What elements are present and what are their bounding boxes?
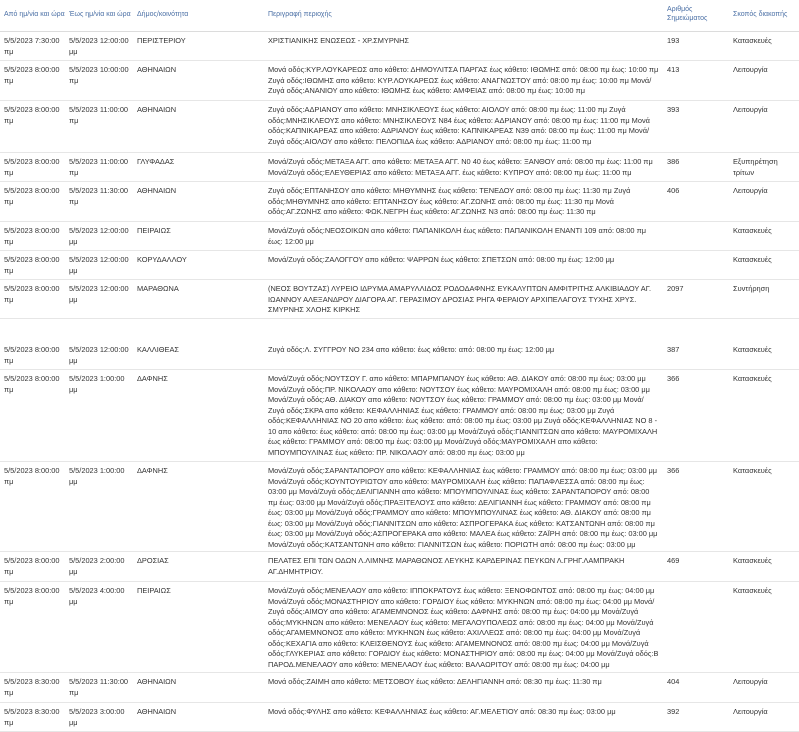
cell-from: 5/5/2023 8:00:00 πμ xyxy=(4,284,60,304)
cell-municipality: ΑΘΗΝΑΙΩΝ xyxy=(137,105,177,114)
cell-notice: 392 xyxy=(667,707,680,716)
cell-reason: Λειτουργία xyxy=(733,186,768,195)
cell-municipality: ΠΕΡΙΣΤΕΡΙΟΥ xyxy=(137,36,186,45)
cell-reason: Κατασκευές xyxy=(733,556,772,565)
cell-notice: 2097 xyxy=(667,284,684,293)
cell-municipality: ΑΘΗΝΑΙΩΝ xyxy=(137,186,177,195)
cell-municipality: ΚΑΛΛΙΘΕΑΣ xyxy=(137,345,179,354)
table-row xyxy=(0,101,799,153)
cell-reason: Κατασκευές xyxy=(733,255,772,264)
cell-municipality: ΓΛΥΦΑΔΑΣ xyxy=(137,157,175,166)
cell-from: 5/5/2023 8:30:00 πμ xyxy=(4,677,60,697)
col-header-municipality[interactable]: Δήμος/κοινότητα xyxy=(137,11,189,18)
cell-to: 5/5/2023 12:00:00 μμ xyxy=(69,36,129,56)
table-row xyxy=(0,32,799,61)
cell-from: 5/5/2023 8:00:00 πμ xyxy=(4,186,60,206)
cell-notice: 406 xyxy=(667,186,680,195)
cell-to: 5/5/2023 2:00:00 μμ xyxy=(69,556,125,576)
cell-notice: 393 xyxy=(667,105,680,114)
cell-notice: 404 xyxy=(667,677,680,686)
cell-area: Μονά/Ζυγά οδός:ΜΕΤΑΞΑ ΑΓΓ. απο κάθετο: ΜΕΤΑΞΑ ΑΓΓ. Ν0 40 έως κάθετο: ΞΑΝΘΟΥ από: 08:00 πμ έως: 11:00 πμ Μονά/Ζυγά οδός:ΕΛΕΥΘΕΡΙΑΣ απο κάθετο: ΜΕΤΑΞΑ ΑΓΓ. έως κάθετο: ΚΥΠΡΟΥ από: 08:00 πμ έως: 11:00 πμ xyxy=(268,157,653,177)
cell-from: 5/5/2023 8:00:00 πμ xyxy=(4,586,60,606)
cell-to: 5/5/2023 11:30:00 πμ xyxy=(69,186,129,206)
table-gap xyxy=(0,319,799,341)
cell-from: 5/5/2023 8:00:00 πμ xyxy=(4,556,60,576)
cell-area: Μονά/Ζυγά οδός:ΖΑΛΟΓΓΟΥ απο κάθετο: ΨΑΡΡΩΝ έως κάθετο: ΣΠΕΤΣΩΝ από: 08:00 πμ έως: 12:00 μμ xyxy=(268,255,615,264)
cell-from: 5/5/2023 8:00:00 πμ xyxy=(4,466,60,486)
cell-area: Μονά οδός:ΦΥΛΗΣ απο κάθετο: ΚΕΦΑΛΛΗΝΙΑΣ έως κάθετο: ΑΓ.ΜΕΛΕΤΙΟΥ από: 08:30 πμ έως: 03:00 μμ xyxy=(268,707,616,716)
cell-area: Μονά/Ζυγά οδός:ΣΑΡΑΝΤΑΠΟΡΟΥ απο κάθετο: ΚΕΦΑΛΛΗΝΙΑΣ έως κάθετο: ΓΡΑΜΜΟΥ από: 08:00 πμ έως: 03:00 μμ Μονά/Ζυγά οδός:ΚΟΥΝΤΟΥΡΙΩΤΟΥ απο κάθετο: ΜΑΥΡΟΜΙΧΑΛΗ έως κάθετο: ΠΑΠΑΦΛΕΣΣΑ από: 08:00 πμ έως: 03:00 μμ Μονά/Ζυγά οδός:ΔΕΛΙΓΙΑΝΝΗ απο κάθετο: ΜΠΟΥΜΠΟΥΛΙΝΑΣ έως κάθετο: ΣΑΡΑΝΤΑΠΟΡΟΥ από: 08:00 πμ έως: 03:00 μμ Μονά/Ζυγά οδός:ΠΡΑΞΙΤΕΛΟΥΣ απο κάθετο: ΔΕΛΙΓΙΑΝΝΗ έως κάθετο: ΓΡΑΜΜΟΥ από: 08:00 πμ έως: 03:00 μμ Μονά/Ζυγά οδός:ΓΡΑΜΜΟΥ απο κάθετο: ΜΠΟΥΜΠΟΥΛΙΝΑΣ έως κάθετο: ΑΘ. ΔΙΑΚΟΥ από: 08:00 πμ έως: 03:00 μμ Μονά/Ζυγά οδός:ΓΙΑΝΝΙΤΣΩΝ απο κάθετο: ΑΣΠΡΟΓΕΡΑΚΑ έως κάθετο: ΚΑΤΣΑΝΤΩΝΗ από: 08:00 πμ έως: 03:00 μμ Μονά/Ζυγά οδός:ΑΣΠΡΟΓΕΡΑΚΑ απο κάθετο: ΜΑΛΕΑ έως κάθετο: ΖΑΪΡΗ από: 08:00 πμ έως: 03:00 μμ Μονά/Ζυγά οδός:ΚΑΤΣΑΝΤΩΝΗ απο κάθετο: ΓΙΑΝΝΙΤΣΩΝ έως κάθετο: ΠΟΡΙΩΤΗ από: 08:00 πμ έως: 03:00 μμ xyxy=(268,466,658,549)
cell-area: Ζυγά οδός:Λ. ΣΥΓΓΡΟΥ ΝΟ 234 απο κάθετο: έως κάθετο: από: 08:00 πμ έως: 12:00 μμ xyxy=(268,345,555,354)
cell-area: Ζυγά οδός:ΑΔΡΙΑΝΟΥ απο κάθετο: ΜΝΗΣΙΚΛΕΟΥΣ έως κάθετο: ΑΙΟΛΟΥ από: 08:00 πμ έως: 11:00 πμ Ζυγά οδός:ΜΝΗΣΙΚΛΕΟΥΣ απο κάθετο: ΜΝΗΣΙΚΛΕΟΥΣ Ν84 έως κάθετο: ΑΔΡΙΑΝΟΥ από: 08:00 πμ έως: 11:00 πμ Μονά οδός:ΚΑΠΝΙΚΑΡΕΑΣ απο κάθετο: ΑΔΡΙΑΝΟΥ έως κάθετο: ΚΑΠΝΙΚΑΡΕΑΣ Ν39 από: 08:00 πμ έως: 11:00 πμ Μονά/Ζυγά οδός:ΑΙΟΛΟΥ απο κάθετο: ΠΕΛΟΠΙΔΑ έως κάθετο: ΑΔΡΙΑΝΟΥ από: 08:00 πμ έως: 11:00 πμ xyxy=(268,105,650,146)
cell-reason: Λειτουργία xyxy=(733,105,768,114)
cell-area: (ΝΕΟΣ ΒΟΥΤΖΑΣ) ΛΥΡΕΙΟ ΙΔΡΥΜΑ ΑΜΑΡΥΛΛΙΔΟΣ ΡΟΔΟΔΑΦΝΗΣ ΕΥΚΑΛΥΠΤΩΝ ΑΜΦΙΤΡΙΤΗΣ ΑΛΚΙΒΙΑΔΟΥ ΑΓ. ΙΩΑΝΝΟΥ ΑΛΕΞΑΝΔΡΟΥ ΔΙΑΓΟΡΑ ΑΓ. ΓΕΡΑΣΙΜΟΥ ΔΡΟΣΙΑΣ ΡΗΓΑ ΦΕΡΑΙΟΥ ΑΡΧΙΠΕΛΑΓΟΥΣ ΤΥΧΗΣ ΧΡΥΣ. ΣΜΥΡΝΗΣ ΧΛΟΗΣ ΚΙΡΚΗΣ xyxy=(268,284,652,314)
table-row xyxy=(0,280,799,319)
cell-from: 5/5/2023 8:00:00 πμ xyxy=(4,65,60,85)
cell-from: 5/5/2023 8:00:00 πμ xyxy=(4,157,60,177)
cell-reason: Λειτουργία xyxy=(733,707,768,716)
cell-notice: 387 xyxy=(667,345,680,354)
table-row xyxy=(0,673,799,703)
cell-area: Μονά/Ζυγά οδός:ΝΕΟΣΟΙΚΩΝ απο κάθετο: ΠΑΠΑΝΙΚΟΛΗ έως κάθετο: ΠΑΠΑΝΙΚΟΛΗ ΕΝΑΝΤΙ 109 από: 08:00 πμ έως: 12:00 μμ xyxy=(268,226,646,246)
cell-to: 5/5/2023 11:00:00 πμ xyxy=(69,105,129,125)
cell-reason: Συντήρηση xyxy=(733,284,770,293)
cell-area: Μονά οδός:ΖΑΙΜΗ απο κάθετο: ΜΕΤΣΟΒΟΥ έως κάθετο: ΔΕΛΗΓΙΑΝΝΗ από: 08:30 πμ έως: 11:30 πμ xyxy=(268,677,602,686)
cell-reason: Εξυπηρέτηση τρίτων xyxy=(733,157,778,177)
cell-municipality: ΔΑΦΝΗΣ xyxy=(137,374,168,383)
table-row xyxy=(0,462,799,552)
cell-notice: 469 xyxy=(667,556,680,565)
cell-to: 5/5/2023 11:30:00 πμ xyxy=(69,677,129,697)
cell-to: 5/5/2023 12:00:00 μμ xyxy=(69,284,129,304)
cell-municipality: ΔΡΟΣΙΑΣ xyxy=(137,556,169,565)
cell-municipality: ΔΑΦΝΗΣ xyxy=(137,466,168,475)
cell-reason: Κατασκευές xyxy=(733,226,772,235)
cell-to: 5/5/2023 1:00:00 μμ xyxy=(69,466,125,486)
cell-municipality: ΚΟΡΥΔΑΛΛΟΥ xyxy=(137,255,187,264)
cell-municipality: ΠΕΙΡΑΙΩΣ xyxy=(137,226,171,235)
cell-to: 5/5/2023 11:00:00 πμ xyxy=(69,157,129,177)
table-row xyxy=(0,370,799,462)
cell-area: Μονά/Ζυγά οδός:ΝΟΥΤΣΟΥ Γ. απο κάθετο: ΜΠΑΡΜΠΑΝΟΥ έως κάθετο: ΑΘ. ΔΙΑΚΟΥ από: 08:00 πμ έως: 03:00 μμ Μονά/Ζυγά οδός:ΠΡ. ΝΙΚΟΛΑΟΥ απο κάθετο: ΝΟΥΤΣΟΥ έως κάθετο: ΜΑΥΡΟΜΙΧΑΛΗ από: 08:00 πμ έως: 03:00 μμ Μονά/Ζυγά οδός:ΑΘ. ΔΙΑΚΟΥ απο κάθετο: ΝΟΥΤΣΟΥ έως κάθετο: ΓΡΑΜΜΟΥ από: 08:00 πμ έως: 03:00 μμ Μονά/Ζυγά οδός:ΣΚΡΑ απο κάθετο: ΚΕΦΑΛΛΗΝΙΑΣ έως κάθετο: ΓΡΑΜΜΟΥ από: 08:00 πμ έως: 03:00 μμ Ζυγά οδός:ΚΕΦΑΛΛΗΝΙΑΣ ΝΟ 20 απο κάθετο: έως κάθετο: από: 08:00 πμ έως: 03:00 μμ Ζυγά οδός:ΚΕΦΑΛΛΗΝΙΑΣ ΝΟ 8 - 10 απο κάθετο: έως κάθετο: από: 08:00 πμ έως: 03:00 μμ Μονά/Ζυγά οδός:ΓΙΑΝΝΙΤΣΩΝ απο κάθετο: ΜΑΥΡΟΜΙΧΑΛΗ έως κάθετο: ΓΡΑΜΜΟΥ από: 08:00 πμ έως: 03:00 μμ Μονά/Ζυγά οδός:ΜΑΥΡΟΜΙΧΑΛΗ απο κάθετο: ΜΠΟΥΜΠΟΥΛΙΝΑΣ έως κάθετο: ΠΡ. ΝΙΚΟΛΑΟΥ από: 08:00 πμ έως: 03:00 μμ xyxy=(268,374,658,457)
cell-reason: Κατασκευές xyxy=(733,345,772,354)
cell-from: 5/5/2023 8:00:00 πμ xyxy=(4,345,60,365)
cell-reason: Κατασκευές xyxy=(733,586,772,595)
cell-reason: Λειτουργία xyxy=(733,65,768,74)
cell-to: 5/5/2023 12:00:00 μμ xyxy=(69,226,129,246)
cell-reason: Λειτουργία xyxy=(733,677,768,686)
cell-from: 5/5/2023 8:00:00 πμ xyxy=(4,374,60,394)
cell-area: ΧΡΙΣΤΙΑΝΙΚΗΣ ΕΝΩΣΕΩΣ - ΧΡ.ΣΜΥΡΝΗΣ xyxy=(268,36,410,45)
cell-municipality: ΑΘΗΝΑΙΩΝ xyxy=(137,65,177,74)
cell-notice: 366 xyxy=(667,374,680,383)
cell-from: 5/5/2023 8:30:00 πμ xyxy=(4,707,60,727)
cell-reason: Κατασκευές xyxy=(733,466,772,475)
cell-to: 5/5/2023 12:00:00 μμ xyxy=(69,255,129,275)
cell-to: 5/5/2023 12:00:00 μμ xyxy=(69,345,129,365)
col-header-area[interactable]: Περιγραφή περιοχής xyxy=(268,11,332,18)
cell-to: 5/5/2023 1:00:00 μμ xyxy=(69,374,125,394)
col-header-reason[interactable]: Σκοπός διακοπής xyxy=(733,11,788,18)
cell-to: 5/5/2023 4:00:00 μμ xyxy=(69,586,125,606)
col-header-from[interactable]: Από ημ/νία και ώρα xyxy=(4,11,65,18)
cell-from: 5/5/2023 8:00:00 πμ xyxy=(4,255,60,275)
cell-area: Μονά οδός:ΚΥΡ.ΛΟΥΚΑΡΕΩΣ απο κάθετο: ΔΗΜΟΥΛΙΤΣΑ ΠΑΡΓΑΣ έως κάθετο: ΙΘΩΜΗΣ από: 08:00 πμ έως: 10:00 πμ Ζυγά οδός:ΙΘΩΜΗΣ απο κάθετο: ΚΥΡ.ΛΟΥΚΑΡΕΩΣ έως κάθετο: ΑΝΑΓΝΩΣΤΟΥ από: 08:00 πμ έως: 10:00 πμ Μονά/Ζυγά οδός:ΑΝΑΝΙΟΥ απο κάθετο: ΙΘΩΜΗΣ έως κάθετο: ΑΜΦΕΙΑΣ από: 08:00 πμ έως: 10:00 πμ xyxy=(268,65,659,95)
cell-municipality: ΠΕΙΡΑΙΩΣ xyxy=(137,586,171,595)
cell-notice: 386 xyxy=(667,157,680,166)
cell-municipality: ΜΑΡΑΘΩΝΑ xyxy=(137,284,179,293)
cell-reason: Κατασκευές xyxy=(733,36,772,45)
cell-municipality: ΑΘΗΝΑΙΩΝ xyxy=(137,677,177,686)
table-row xyxy=(0,552,799,582)
cell-area: Ζυγά οδός:ΕΠΤΑΝΗΣΟΥ απο κάθετο: ΜΗΘΥΜΝΗΣ έως κάθετο: ΤΕΝΕΔΟΥ από: 08:00 πμ έως: 11:30 πμ Ζυγά οδός:ΜΗΘΥΜΝΗΣ απο κάθετο: ΕΠΤΑΝΗΣΟΥ έως κάθετο: ΑΓ.ΖΩΝΗΣ από: 08:00 πμ έως: 11:30 πμ Μονά οδός:ΑΓ.ΖΩΝΗΣ απο κάθετο: ΦΩΚ.ΝΕΓΡΗ έως κάθετο: ΑΓ.ΖΩΝΗΣ Ν3 από: 08:00 πμ έως: 11:30 πμ xyxy=(268,186,631,216)
col-header-notice[interactable]: Αριθμός Σημειώματος xyxy=(667,6,708,22)
cell-from: 5/5/2023 7:30:00 πμ xyxy=(4,36,60,56)
cell-notice: 366 xyxy=(667,466,680,475)
cell-to: 5/5/2023 3:00:00 μμ xyxy=(69,707,125,727)
cell-from: 5/5/2023 8:00:00 πμ xyxy=(4,226,60,246)
cell-from: 5/5/2023 8:00:00 πμ xyxy=(4,105,60,125)
table-row xyxy=(0,251,799,280)
table-row xyxy=(0,222,799,251)
table-row xyxy=(0,182,799,222)
cell-municipality: ΑΘΗΝΑΙΩΝ xyxy=(137,707,177,716)
cell-to: 5/5/2023 10:00:00 πμ xyxy=(69,65,129,85)
table-row xyxy=(0,61,799,101)
table-row xyxy=(0,582,799,673)
cell-area: Μονά/Ζυγά οδός:ΜΕΝΕΛΑΟΥ απο κάθετο: ΙΠΠΟΚΡΑΤΟΥΣ έως κάθετο: ΞΕΝΟΦΩΝΤΟΣ από: 08:00 πμ έως: 04:00 μμ Μονά/Ζυγά οδός:ΜΟΝΑΣΤΗΡΙΟΥ απο κάθετο: ΓΟΡΔΙΟΥ έως κάθετο: ΜΥΚΗΝΩΝ από: 08:00 πμ έως: 04:00 μμ Μονά/Ζυγά οδός:ΑΙΜΟΥ απο κάθετο: ΑΓΑΜΕΜΝΟΝΟΣ έως κάθετο: ΔΑΦΝΗΣ από: 08:00 πμ έως: 04:00 μμ Μονά/Ζυγά οδός:ΜΥΚΗΝΩΝ απο κάθετο: ΜΕΝΕΛΑΟΥ έως κάθετο: ΜΕΓΑΛΟΥΠΟΛΕΩΣ από: 08:00 πμ έως: 04:00 μμ Μονά/Ζυγά οδός:ΑΓΑΜΕΜΝΟΝΟΣ απο κάθετο: ΜΥΚΗΝΩΝ έως κάθετο: ΑΧΙΛΛΕΩΣ από: 08:00 πμ έως: 04:00 μμ Μονά/Ζυγά οδός:ΚΕΧΑΓΙΑ απο κάθετο: ΚΛΕΙΣΘΕΝΟΥΣ έως κάθετο: ΑΓΑΜΕΜΝΟΝΟΣ από: 08:00 πμ έως: 04:00 μμ Μονά/Ζυγά οδός:ΓΛΥΚΕΡΙΑΣ απο κάθετο: ΓΟΡΔΙΟΥ έως κάθετο: ΜΟΝΑΣΤΗΡΙΟΥ από: 08:00 πμ έως: 04:00 μμ Μονά/Ζυγά οδός:Β ΠΑΡΟΔ.ΜΕΝΕΛΑΟΥ απο κάθετο: ΜΕΝΕΛΑΟΥ έως κάθετο: ΒΑΛΑΩΡΙΤΟΥ από: 08:00 πμ έως: 04:00 μμ xyxy=(268,586,659,669)
table-row xyxy=(0,153,799,182)
cell-notice: 193 xyxy=(667,36,680,45)
table-header xyxy=(0,0,799,32)
col-header-to[interactable]: Έως ημ/νία και ώρα xyxy=(69,11,131,18)
cell-notice: 413 xyxy=(667,65,680,74)
cell-reason: Κατασκευές xyxy=(733,374,772,383)
cell-area: ΠΕΛΑΤΕΣ ΕΠΙ ΤΩΝ ΟΔΩΝ Λ.ΛΙΜΝΗΣ ΜΑΡΑΘΩΝΟΣ ΛΕΥΚΗΣ ΚΑΡΔΕΡΙΝΑΣ ΠΕΥΚΩΝ Λ.ΓΡΗΓ.ΛΑΜΠΡΑΚΗ ΑΓ.ΔΗΜΗΤΡΙΟΥ. xyxy=(268,556,625,576)
table-row xyxy=(0,341,799,370)
